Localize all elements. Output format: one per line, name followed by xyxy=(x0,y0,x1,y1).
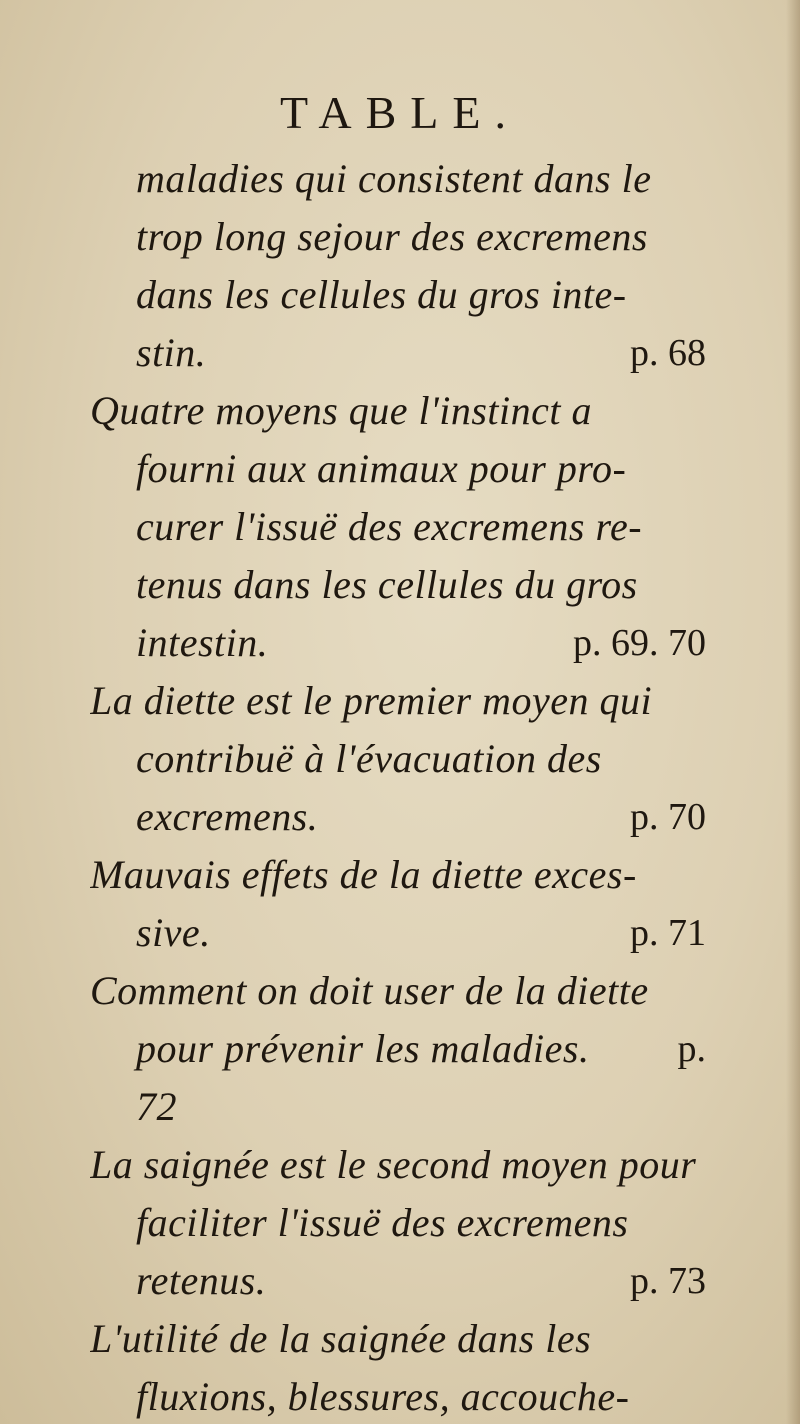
toc-line xyxy=(90,1310,710,1368)
toc-line xyxy=(90,730,710,788)
toc-line-text: sive. xyxy=(136,910,211,955)
toc-line xyxy=(90,962,710,1020)
toc-entry xyxy=(90,1136,710,1310)
toc-line-text: Comment on doit user de la diette xyxy=(90,968,649,1013)
toc-line xyxy=(90,614,710,672)
page-reference: p. 68 xyxy=(630,332,706,374)
toc-line-text: Quatre moyens que l'instinct a xyxy=(90,388,592,433)
toc-entry xyxy=(90,150,710,382)
toc-line xyxy=(90,498,710,556)
toc-line xyxy=(90,1252,710,1310)
toc-line-text: contribuë à l'évacuation des xyxy=(136,736,602,781)
toc-line xyxy=(90,846,710,904)
toc-line-text: La diette est le premier moyen qui xyxy=(90,678,653,723)
toc-line xyxy=(90,208,710,266)
page-reference: p. 70 xyxy=(630,796,706,838)
toc-line xyxy=(90,324,710,382)
toc-line xyxy=(90,788,710,846)
toc-entry xyxy=(90,1310,710,1424)
page-reference: p. 69. 70 xyxy=(573,622,706,664)
toc-entry xyxy=(90,382,710,672)
toc-entry xyxy=(90,962,710,1136)
toc-line-text: L'utilité de la saignée dans les xyxy=(90,1316,592,1361)
toc-line-text: La saignée est le second moyen pour xyxy=(90,1142,697,1187)
toc-line xyxy=(90,440,710,498)
toc-entry xyxy=(90,672,710,846)
toc-line-text: faciliter l'issuë des excremens xyxy=(136,1200,629,1245)
toc-line-text: pour prévenir les maladies. xyxy=(136,1026,590,1071)
toc-line xyxy=(90,1136,710,1194)
toc-line-text: dans les cellules du gros inte- xyxy=(136,272,627,317)
toc-line xyxy=(90,1078,710,1136)
toc-line xyxy=(90,904,710,962)
toc-line-text: retenus. xyxy=(136,1258,267,1303)
toc-line-text: stin. xyxy=(136,330,207,375)
toc-line-text: curer l'issuë des excremens re- xyxy=(136,504,643,549)
toc-line-text: 72 xyxy=(136,1084,177,1129)
toc-line-text: excremens. xyxy=(136,794,319,839)
toc-line xyxy=(90,266,710,324)
table-of-contents xyxy=(90,150,710,1424)
toc-line xyxy=(90,1368,710,1424)
toc-line-text: intestin. xyxy=(136,620,269,665)
toc-line-text: tenus dans les cellules du gros xyxy=(136,562,638,607)
toc-line xyxy=(90,556,710,614)
page-reference: p. 71 xyxy=(630,912,706,954)
toc-line-text: fourni aux animaux pour pro- xyxy=(136,446,627,491)
toc-line-text: trop long sejour des excremens xyxy=(136,214,648,259)
toc-line xyxy=(90,672,710,730)
toc-line xyxy=(90,150,710,208)
toc-line-text: fluxions, blessures, accouche- xyxy=(136,1374,630,1419)
toc-line-text: Mauvais effets de la diette exces- xyxy=(90,852,637,897)
toc-line-text: maladies qui consistent dans le xyxy=(136,156,652,201)
page-reference: p. 73 xyxy=(630,1260,706,1302)
toc-entry xyxy=(90,846,710,962)
page-reference: p. xyxy=(677,1028,706,1070)
running-header: TABLE. xyxy=(279,87,520,138)
toc-line xyxy=(90,1020,710,1078)
toc-line xyxy=(90,382,710,440)
toc-line xyxy=(90,1194,710,1252)
